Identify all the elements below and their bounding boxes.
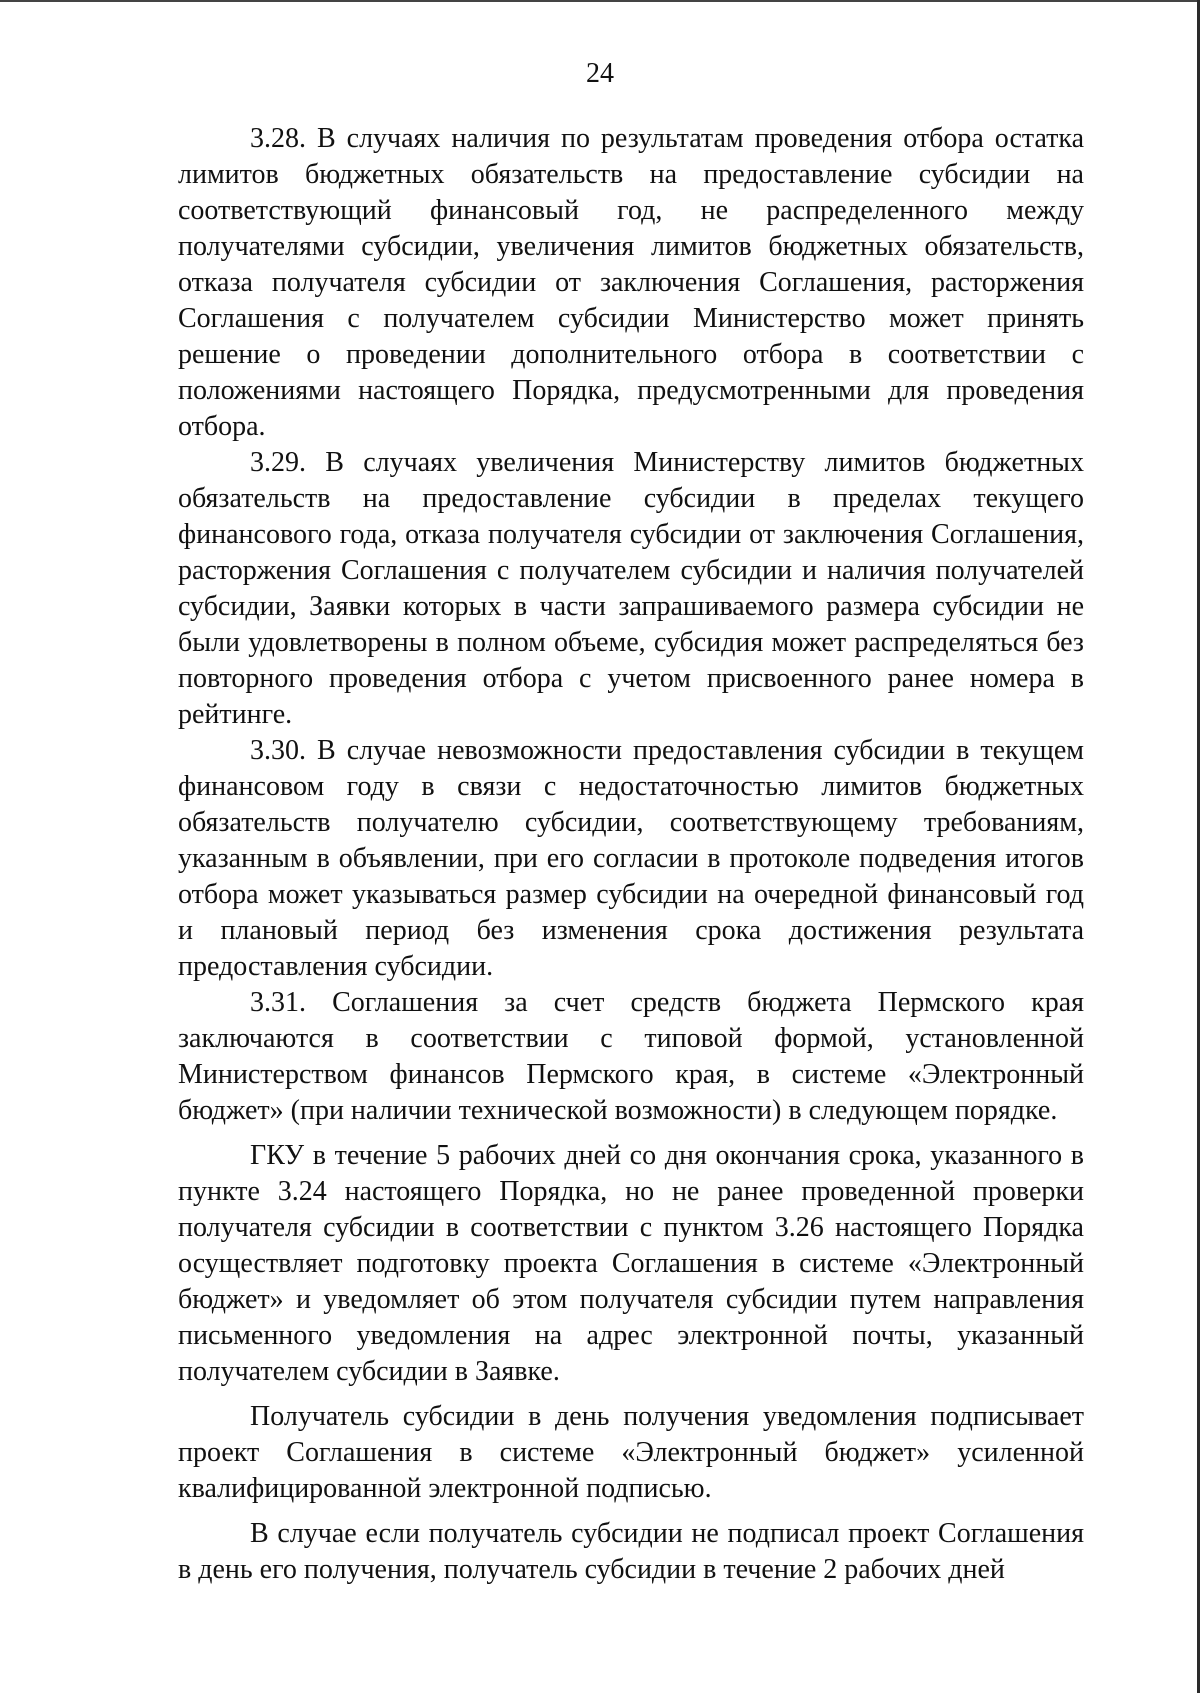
- paragraph-unsigned-case: В случае если получатель субсидии не подписал проект Соглашения в день его получения, получатель субсидии в течение 2 рабочих дней: [178, 1518, 1084, 1585]
- paragraph-3-29: 3.29. В случаях увеличения Министерству лимитов бюджетных обязательств на предоставление субсидии в пределах текущего финансового года, отказа получателя субсидии от заключения Соглашения, расторжения Соглашения с получателем субсидии и наличия получателей субсидии, Заявки которых в части запрашиваемого размера субсидии не были удовлетворены в полном объеме, субсидия может распределяться без повторного проведения отбора с учетом присвоенного ранее номера в рейтинге.: [178, 447, 1084, 730]
- scan-top-edge: [0, 0, 1200, 2]
- paragraph-signing: Получатель субсидии в день получения уведомления подписывает проект Соглашения в системе «Электронный бюджет» усиленной квалифицированной электронной подписью.: [178, 1401, 1084, 1504]
- paragraph-gku-procedure: ГКУ в течение 5 рабочих дней со дня окончания срока, указанного в пункте 3.24 настоящего Порядка, но не ранее проведенной проверки получателя субсидии в соответствии с пунктом 3.26 настоящего Порядка осуществляет подготовку проекта Соглашения в системе «Электронный бюджет» и уведомляет об этом получателя субсидии путем направления письменного уведомления на адрес электронной почты, указанный получателем субсидии в Заявке.: [178, 1140, 1084, 1387]
- paragraph-3-28: 3.28. В случаях наличия по результатам проведения отбора остатка лимитов бюджетных обязательств на предоставление субсидии на соответствующий финансовый год, не распределенного между получателями субсидии, увеличения лимитов бюджетных обязательств, отказа получателя субсидии от заключения Соглашения, расторжения Соглашения с получателем субсидии Министерство может принять решение о проведении дополнительного отбора в соответствии с положениями настоящего Порядка, предусмотренными для проведения отбора.: [178, 123, 1084, 442]
- paragraph-3-31: 3.31. Соглашения за счет средств бюджета Пермского края заключаются в соответствии с типовой формой, установленной Министерством финансов Пермского края, в системе «Электронный бюджет» (при наличии технической возможности) в следующем порядке.: [178, 987, 1084, 1126]
- page-number: 24: [586, 58, 614, 89]
- paragraph-3-30: 3.30. В случае невозможности предоставления субсидии в текущем финансовом году в связи с недостаточностью лимитов бюджетных обязательств получателю субсидии, соответствующему требованиям, указанным в объявлении, при его согласии в протоколе подведения итогов отбора может указываться размер субсидии на очередной финансовый год и плановый период без изменения срока достижения результата предоставления субсидии.: [178, 735, 1084, 982]
- document-body: [178, 121, 1084, 1588]
